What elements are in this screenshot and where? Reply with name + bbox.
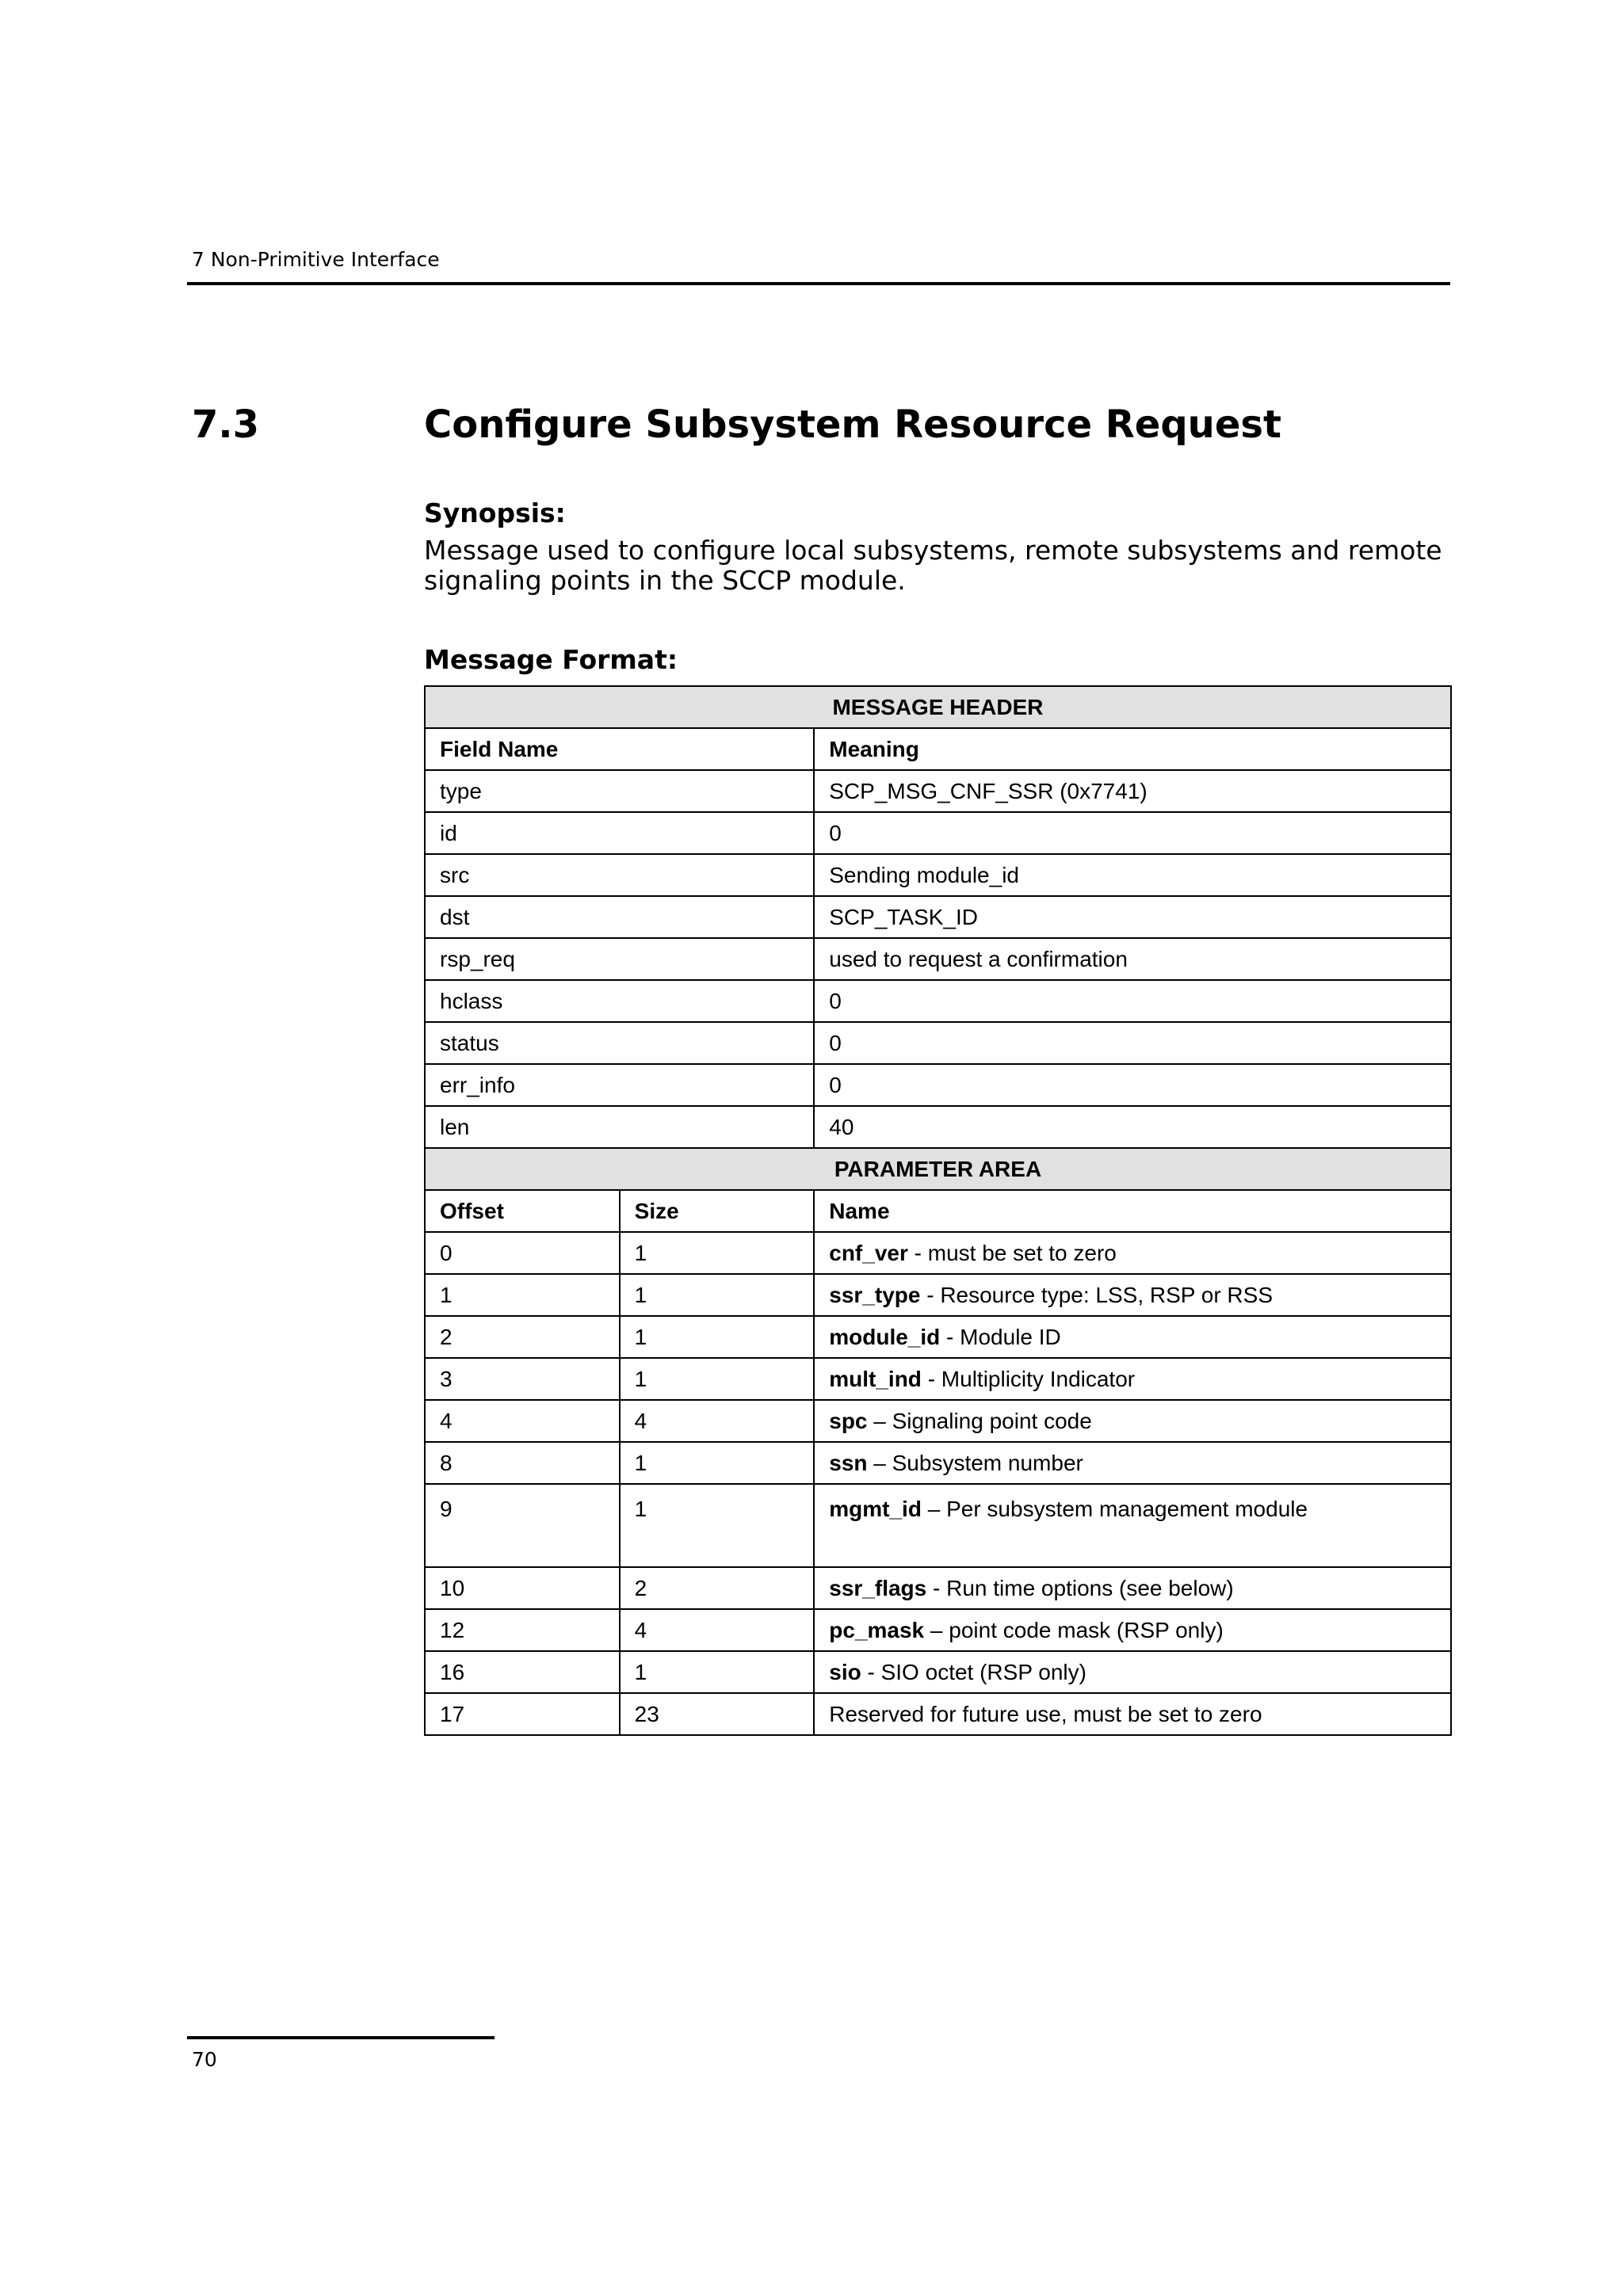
- size-cell: 1: [620, 1358, 815, 1400]
- param-desc: - SIO octet (RSP only): [861, 1659, 1086, 1684]
- param-name: module_id: [829, 1324, 941, 1349]
- meaning-cell: 0: [814, 980, 1451, 1022]
- meaning-cell: used to request a confirmation: [814, 938, 1451, 980]
- offset-cell: 17: [425, 1693, 620, 1735]
- param-row-mgmt-id: [425, 1484, 1451, 1567]
- param-row-sio: [425, 1651, 1451, 1693]
- param-name-cell: [814, 1232, 1451, 1274]
- size-cell: 2: [620, 1567, 815, 1609]
- footer-rule: [187, 2036, 495, 2039]
- param-column-row: [425, 1190, 1451, 1232]
- param-name-cell: [814, 1274, 1451, 1316]
- param-name: mult_ind: [829, 1366, 922, 1391]
- meaning-cell: 40: [814, 1106, 1451, 1148]
- header-row-id: [425, 812, 1451, 854]
- meaning-cell: Sending module_id: [814, 854, 1451, 896]
- param-row-ssr-type: [425, 1274, 1451, 1316]
- size-cell: 1: [620, 1484, 815, 1567]
- header-row-dst: [425, 896, 1451, 938]
- param-name-cell: [814, 1651, 1451, 1693]
- header-row-rsp-req: [425, 938, 1451, 980]
- param-row-cnf-ver: [425, 1232, 1451, 1274]
- offset-cell: 4: [425, 1400, 620, 1442]
- header-row-err-info: [425, 1064, 1451, 1106]
- param-row-reserved: [425, 1693, 1451, 1735]
- param-name: ssr_type: [829, 1282, 921, 1307]
- size-cell: 4: [620, 1400, 815, 1442]
- param-desc: - Run time options (see below): [926, 1575, 1234, 1600]
- param-desc: - Resource type: LSS, RSP or RSS: [920, 1282, 1273, 1307]
- param-row-ssn: [425, 1442, 1451, 1484]
- param-desc: – Signaling point code: [867, 1408, 1092, 1433]
- field-name-cell: hclass: [425, 980, 814, 1022]
- param-name: spc: [829, 1408, 868, 1433]
- column-size: Size: [620, 1190, 815, 1232]
- size-cell: 4: [620, 1609, 815, 1651]
- param-row-pc-mask: [425, 1609, 1451, 1651]
- meaning-cell: SCP_TASK_ID: [814, 896, 1451, 938]
- message-header-title: MESSAGE HEADER: [425, 686, 1451, 728]
- param-name-cell: [814, 1400, 1451, 1442]
- section-number: 7.3: [192, 402, 260, 447]
- param-desc: - Multiplicity Indicator: [921, 1366, 1136, 1391]
- offset-cell: 10: [425, 1567, 620, 1609]
- param-row-ssr-flags: [425, 1567, 1451, 1609]
- header-row-len: [425, 1106, 1451, 1148]
- offset-cell: 16: [425, 1651, 620, 1693]
- param-desc: - must be set to zero: [907, 1240, 1117, 1265]
- message-format-table: [424, 685, 1452, 1736]
- param-name-cell: [814, 1693, 1451, 1735]
- meaning-cell: SCP_MSG_CNF_SSR (0x7741): [814, 770, 1451, 812]
- param-name: sio: [829, 1659, 861, 1684]
- offset-cell: 12: [425, 1609, 620, 1651]
- size-cell: 1: [620, 1316, 815, 1358]
- size-cell: 1: [620, 1651, 815, 1693]
- offset-cell: 3: [425, 1358, 620, 1400]
- parameter-area-band: [425, 1148, 1451, 1190]
- param-name: ssr_flags: [829, 1575, 927, 1600]
- param-name-cell: [814, 1442, 1451, 1484]
- section-title: Configure Subsystem Resource Request: [424, 402, 1281, 447]
- field-name-cell: id: [425, 812, 814, 854]
- param-row-module-id: [425, 1316, 1451, 1358]
- param-desc: – Per subsystem management module: [921, 1497, 1308, 1521]
- param-desc: Reserved for future use, must be set to zero: [829, 1701, 1262, 1726]
- meaning-cell: 0: [814, 1064, 1451, 1106]
- param-name: pc_mask: [829, 1617, 925, 1642]
- header-column-row: [425, 728, 1451, 770]
- column-meaning: Meaning: [814, 728, 1451, 770]
- column-name: Name: [814, 1190, 1451, 1232]
- synopsis-text: Message used to configure local subsystems, remote subsystems and remote signaling points in the SCCP module.: [424, 535, 1442, 596]
- parameter-area-title: PARAMETER AREA: [425, 1148, 1451, 1190]
- param-name-cell: [814, 1567, 1451, 1609]
- message-format-heading: Message Format:: [424, 644, 678, 675]
- size-cell: 1: [620, 1442, 815, 1484]
- size-cell: 1: [620, 1232, 815, 1274]
- param-name-cell: [814, 1358, 1451, 1400]
- header-row-status: [425, 1022, 1451, 1064]
- header-row-src: [425, 854, 1451, 896]
- param-row-mult-ind: [425, 1358, 1451, 1400]
- param-desc: - Module ID: [940, 1324, 1061, 1349]
- param-name: ssn: [829, 1450, 868, 1475]
- offset-cell: 2: [425, 1316, 620, 1358]
- param-desc: – point code mask (RSP only): [924, 1617, 1224, 1642]
- param-name-cell: [814, 1609, 1451, 1651]
- offset-cell: 9: [425, 1484, 620, 1567]
- running-header: 7 Non-Primitive Interface: [192, 248, 440, 271]
- header-row-hclass: [425, 980, 1451, 1022]
- field-name-cell: dst: [425, 896, 814, 938]
- header-rule: [187, 282, 1450, 285]
- column-offset: Offset: [425, 1190, 620, 1232]
- meaning-cell: 0: [814, 812, 1451, 854]
- field-name-cell: err_info: [425, 1064, 814, 1106]
- field-name-cell: type: [425, 770, 814, 812]
- field-name-cell: src: [425, 854, 814, 896]
- column-field-name: Field Name: [425, 728, 814, 770]
- header-row-type: [425, 770, 1451, 812]
- offset-cell: 1: [425, 1274, 620, 1316]
- offset-cell: 8: [425, 1442, 620, 1484]
- synopsis-heading: Synopsis:: [424, 498, 566, 528]
- field-name-cell: len: [425, 1106, 814, 1148]
- param-name: cnf_ver: [829, 1240, 908, 1265]
- param-row-spc: [425, 1400, 1451, 1442]
- field-name-cell: status: [425, 1022, 814, 1064]
- param-name: mgmt_id: [829, 1497, 922, 1521]
- offset-cell: 0: [425, 1232, 620, 1274]
- meaning-cell: 0: [814, 1022, 1451, 1064]
- param-name-cell: [814, 1316, 1451, 1358]
- param-desc: – Subsystem number: [867, 1450, 1083, 1475]
- size-cell: 23: [620, 1693, 815, 1735]
- page-number: 70: [192, 2048, 217, 2071]
- message-header-band: [425, 686, 1451, 728]
- size-cell: 1: [620, 1274, 815, 1316]
- field-name-cell: rsp_req: [425, 938, 814, 980]
- param-name-cell: [814, 1484, 1451, 1567]
